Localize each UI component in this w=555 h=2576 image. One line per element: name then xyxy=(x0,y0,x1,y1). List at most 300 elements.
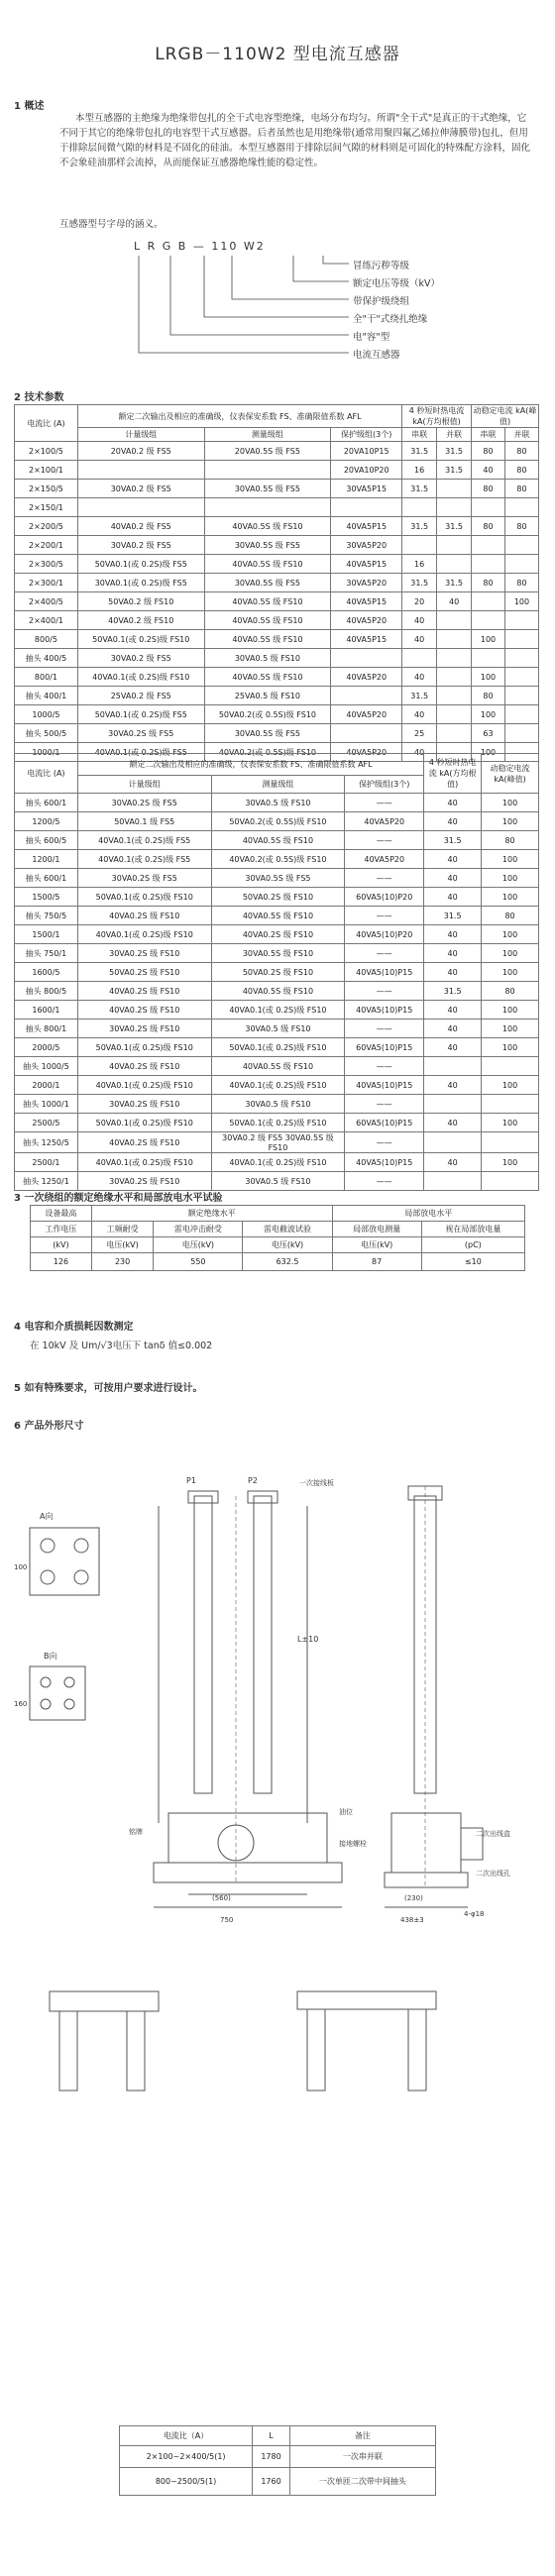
table-row xyxy=(15,630,539,649)
table-cell: 30VA0.2 级 FS5 xyxy=(77,536,204,555)
ins-unit-pd-q: (pC) xyxy=(421,1237,524,1253)
dim-header-note: 备注 xyxy=(289,2426,435,2446)
table-cell: 40VA0.5S 级 FS10 xyxy=(204,555,331,574)
table-cell xyxy=(437,480,472,498)
dim-cell: 800~2500/5(1) xyxy=(120,2468,253,2496)
table-cell: 50VA0.1(或 0.2S)级 FS10 xyxy=(211,1038,345,1057)
table-cell: 60VA5(10)P15 xyxy=(345,1114,424,1132)
table-cell: 31.5 xyxy=(402,442,437,461)
table-cell: 2×100/1 xyxy=(15,461,78,480)
table-cell: —— xyxy=(345,907,424,925)
table-cell: 800/1 xyxy=(15,668,78,687)
table-cell xyxy=(331,687,402,705)
table-cell xyxy=(472,536,505,555)
table-cell: 63 xyxy=(472,724,505,743)
ins-value: 632.5 xyxy=(243,1253,332,1271)
table-cell: 30VA5P20 xyxy=(331,536,402,555)
t1-header-measure: 测量级组 xyxy=(204,428,331,442)
table-cell: 100 xyxy=(472,630,505,649)
ins-header-pd-q: 视在局部放电量 xyxy=(421,1222,524,1237)
table-cell: 31.5 xyxy=(402,687,437,705)
table-cell: 抽头 1250/1 xyxy=(15,1172,78,1191)
table-cell: 100 xyxy=(482,850,539,869)
table-cell: 30VA0.5 级 FS10 xyxy=(211,1095,345,1114)
t1-header-parallel: 并联 xyxy=(437,428,472,442)
table-cell: 30VA0.5S 级 FS5 xyxy=(204,480,331,498)
table-cell: 2×200/1 xyxy=(15,536,78,555)
table-cell: 31.5 xyxy=(437,574,472,592)
table-cell: 抽头 600/1 xyxy=(15,869,78,888)
table-cell: —— xyxy=(345,1172,424,1191)
table-cell: 抽头 800/1 xyxy=(15,1020,78,1038)
table-cell: 40 xyxy=(424,963,482,982)
table-cell: 40 xyxy=(437,592,472,611)
table-cell: 20VA0.5S 级 FS5 xyxy=(204,442,331,461)
table-cell xyxy=(437,555,472,574)
table-cell: 50VA0.1(或 0.2S)级 FS10 xyxy=(211,1114,345,1132)
table-cell: 抽头 400/5 xyxy=(15,649,78,668)
section-3-heading: 3 一次绕组的额定绝缘水平和局部放电水平试验 xyxy=(14,1193,223,1204)
ins-value: ≤10 xyxy=(421,1253,524,1271)
table-cell: 40VA0.1(或 0.2S)级 FS10 xyxy=(211,1153,345,1172)
overview-paragraph: 本型互感器的主绝缘为绝缘带包扎的全干式电容型绝缘，电场分布均匀。所谓"全干式"是真正的干式绝缘，它不同于其它的绝缘带包扎的电容型干式互感器。后者虽然也是用绝缘带(通常用聚四氟乙烯拉伸薄膜带)包扎，但用于排除层间微气隙的材料是不固化的硅油。本型互感器用于排除层间气隙的材料则是可固化的特殊配方涂料，固化不会象硅油那样会流掉，从而能保证互感器绝缘性能的稳定性。 xyxy=(59,113,531,168)
table-cell: 40VA0.1(或 0.2S)级 FS5 xyxy=(77,743,204,762)
table-cell xyxy=(204,461,331,480)
table-cell: 40VA0.1(或 0.2S)级 FS10 xyxy=(211,1001,345,1020)
table-cell: 100 xyxy=(482,1001,539,1020)
tan-delta-text: 在 10kV 及 Um/√3电压下 tanδ 值≤0.002 xyxy=(30,1341,213,1351)
ins-value: 126 xyxy=(31,1253,92,1271)
table-cell xyxy=(437,649,472,668)
table-cell: 80 xyxy=(472,480,505,498)
table-cell xyxy=(504,649,538,668)
table-cell: 2000/1 xyxy=(15,1076,78,1095)
table-cell: 80 xyxy=(504,480,538,498)
table-cell: 1200/5 xyxy=(15,812,78,831)
table-cell: 抽头 600/5 xyxy=(15,831,78,850)
table-cell: 80 xyxy=(472,517,505,536)
label-w438: 438±3 xyxy=(400,1916,424,1924)
table-cell: 40 xyxy=(472,461,505,480)
table-cell: 抽头 1000/5 xyxy=(15,1057,78,1076)
table-row xyxy=(15,1172,539,1191)
dim-cell: 一次串并联 xyxy=(289,2446,435,2468)
code-meaning: 额定电压等级（kV） xyxy=(353,278,441,289)
t1-header-thermal: 4 秒短时热电流 kA(方均根值) xyxy=(402,405,472,428)
table-row xyxy=(15,925,539,944)
table-cell: 50VA0.2S 级 FS10 xyxy=(77,963,211,982)
table-cell: 80 xyxy=(472,574,505,592)
table-cell: —— xyxy=(345,831,424,850)
table-row xyxy=(15,705,539,724)
table-cell xyxy=(482,1095,539,1114)
table-cell: 40 xyxy=(424,1020,482,1038)
table-cell: 20VA10P20 xyxy=(331,461,402,480)
table-cell: —— xyxy=(345,794,424,812)
dim-cell: 1760 xyxy=(253,2468,290,2496)
table-cell xyxy=(482,1172,539,1191)
ins-unit-chopped: 电压(kV) xyxy=(243,1237,332,1253)
t1-header-meter: 计量级组 xyxy=(77,428,204,442)
table-cell: 40 xyxy=(424,1114,482,1132)
t2-header-main: 额定二次输出及相应的准确级，仪表保安系数 FS、准确限值系数 AFL xyxy=(77,754,423,776)
table-cell: 31.5 xyxy=(437,442,472,461)
table-cell: 40VA0.5S 级 FS10 xyxy=(204,517,331,536)
table-cell: 80 xyxy=(504,461,538,480)
table-cell: 40VA0.2 级 FS10 xyxy=(77,611,204,630)
table-cell: 31.5 xyxy=(437,517,472,536)
table-cell: 40VA0.5S 级 FS10 xyxy=(204,668,331,687)
table-cell: 30VA0.2S 级 FS5 xyxy=(77,724,204,743)
table-cell: 2000/5 xyxy=(15,1038,78,1057)
ins-header-kv: (kV) xyxy=(31,1237,92,1253)
table-cell: —— xyxy=(345,1020,424,1038)
table-cell xyxy=(331,498,402,517)
table-row xyxy=(15,555,539,574)
table-cell xyxy=(437,668,472,687)
table-row xyxy=(15,944,539,963)
table-cell: 30VA0.1(或 0.2S)级 FS5 xyxy=(77,574,204,592)
table-cell xyxy=(504,724,538,743)
table-cell: 30VA0.5S 级 FS5 xyxy=(204,724,331,743)
label-oil: 油位 xyxy=(339,1808,353,1816)
dim-cell: 2×100~2×400/5(1) xyxy=(120,2446,253,2468)
section-1-heading: 1 概述 xyxy=(14,101,45,112)
table-cell: 抽头 400/1 xyxy=(15,687,78,705)
table-cell: 100 xyxy=(472,705,505,724)
table-cell xyxy=(482,1132,539,1153)
tech-table-1 xyxy=(14,404,539,762)
table-cell: 50VA0.2 级 FS10 xyxy=(77,592,204,611)
table-cell: 抽头 600/1 xyxy=(15,794,78,812)
t1-header-series-2: 串联 xyxy=(472,428,505,442)
table-cell: 40VA5(10)P15 xyxy=(345,1001,424,1020)
table-cell: 2500/5 xyxy=(15,1114,78,1132)
table-cell: 40 xyxy=(424,888,482,907)
table-row xyxy=(15,1095,539,1114)
table-cell: 40 xyxy=(424,1001,482,1020)
table-cell xyxy=(424,1132,482,1153)
table-row xyxy=(15,536,539,555)
table-cell: 40VA0.2S 级 FS10 xyxy=(77,1057,211,1076)
table-cell: 2×300/1 xyxy=(15,574,78,592)
table-row xyxy=(15,724,539,743)
table-cell: 40 xyxy=(424,1038,482,1057)
table-cell: 40VA5(10)P20 xyxy=(345,925,424,944)
table-cell: 2×100/5 xyxy=(15,442,78,461)
table-cell: 30VA0.2 级 FS5 xyxy=(77,649,204,668)
code-meaning: 全"干"式绕扎绝缘 xyxy=(353,314,428,325)
table-cell: 抽头 1000/1 xyxy=(15,1095,78,1114)
ins-value: 230 xyxy=(91,1253,153,1271)
table-cell: 50VA0.2(或 0.5S)级 FS10 xyxy=(211,812,345,831)
label-secondary-out: 二次出线孔 xyxy=(476,1870,510,1878)
table-cell: 25VA0.5 级 FS10 xyxy=(204,687,331,705)
ins-unit-lightning: 电压(kV) xyxy=(154,1237,243,1253)
table-cell: 50VA0.2S 级 FS10 xyxy=(211,888,345,907)
table-cell xyxy=(504,536,538,555)
tech-table-2 xyxy=(14,753,539,1191)
table-cell: 抽头 750/5 xyxy=(15,907,78,925)
table-cell: —— xyxy=(345,1132,424,1153)
table-cell xyxy=(402,649,437,668)
table-row xyxy=(15,1153,539,1172)
table-cell: 30VA0.2S 级 FS5 xyxy=(77,794,211,812)
table-cell: 40VA5P20 xyxy=(331,668,402,687)
table-cell: 100 xyxy=(482,925,539,944)
table-cell: 2500/1 xyxy=(15,1153,78,1172)
table-cell: 40 xyxy=(402,668,437,687)
table-cell: 2×400/5 xyxy=(15,592,78,611)
table-cell: 1500/5 xyxy=(15,888,78,907)
outline-drawing xyxy=(10,1437,545,2427)
table-cell: 40VA0.5S 级 FS10 xyxy=(211,831,345,850)
table-cell: 30VA0.5S 级 FS5 xyxy=(204,536,331,555)
table-cell: 25VA0.2 级 FS5 xyxy=(77,687,204,705)
table-cell: 40VA5P20 xyxy=(331,611,402,630)
table-cell xyxy=(504,555,538,574)
table-row xyxy=(15,687,539,705)
table-row xyxy=(15,517,539,536)
table-cell: 40VA5P20 xyxy=(331,743,402,762)
table-cell: 100 xyxy=(482,944,539,963)
dim-header-l: L xyxy=(253,2426,290,2446)
dim-cell: 一次单匝二次带中间抽头 xyxy=(289,2468,435,2496)
table-cell: 40VA0.2(或 0.5S)级 FS10 xyxy=(211,850,345,869)
model-code: L R G B — 110 W2 xyxy=(134,240,266,253)
table-cell: 40VA0.5S 级 FS10 xyxy=(211,1057,345,1076)
table-cell: 50VA0.1(或 0.2S)级 FS10 xyxy=(77,630,204,649)
table-cell: 30VA0.2 级 FS5 xyxy=(77,480,204,498)
table-cell: 40VA0.2 级 FS5 xyxy=(77,517,204,536)
table-cell: 2×150/1 xyxy=(15,498,78,517)
table-cell: 31.5 xyxy=(424,831,482,850)
code-meaning: 电流互感器 xyxy=(353,350,400,361)
table-cell: 40 xyxy=(402,743,437,762)
dim-cell: 1780 xyxy=(253,2446,290,2468)
label-b-view: B向 xyxy=(44,1652,57,1661)
section-4-heading: 4 电容和介质损耗因数测定 xyxy=(14,1322,134,1333)
table-cell: —— xyxy=(345,1095,424,1114)
table-cell: 40VA0.2S 级 FS10 xyxy=(77,1132,211,1153)
table-cell xyxy=(424,1095,482,1114)
ins-unit-pf: 电压(kV) xyxy=(91,1237,153,1253)
insulation-table xyxy=(30,1205,525,1271)
table-cell: 100 xyxy=(482,1114,539,1132)
table-cell: 30VA0.5 级 FS10 xyxy=(211,1172,345,1191)
table-row xyxy=(15,498,539,517)
table-cell: 40VA5(10)P15 xyxy=(345,1153,424,1172)
table-cell xyxy=(331,724,402,743)
table-cell: 抽头 500/5 xyxy=(15,724,78,743)
table-row xyxy=(15,850,539,869)
table-cell: 30VA0.2S 级 FS10 xyxy=(77,1020,211,1038)
table-cell: 40VA0.5S 级 FS10 xyxy=(204,630,331,649)
table-row xyxy=(15,442,539,461)
ins-header-chopped: 雷电截波试验 xyxy=(243,1222,332,1237)
table-row xyxy=(15,963,539,982)
table-cell: 1600/5 xyxy=(15,963,78,982)
table-cell: 40 xyxy=(424,850,482,869)
table-row xyxy=(15,1132,539,1153)
table-cell: 2×150/5 xyxy=(15,480,78,498)
table-row xyxy=(15,794,539,812)
page-title: LRGB－110W2 型电流互感器 xyxy=(155,45,400,64)
table-cell xyxy=(504,705,538,724)
table-cell: 50VA0.1(或 0.2S)级 FS5 xyxy=(77,705,204,724)
table-row xyxy=(15,812,539,831)
table-cell: 抽头 750/1 xyxy=(15,944,78,963)
table-cell xyxy=(402,536,437,555)
table-cell xyxy=(504,498,538,517)
table-row xyxy=(15,1057,539,1076)
table-cell: 30VA5P20 xyxy=(331,574,402,592)
table-row xyxy=(15,611,539,630)
table-cell: 50VA0.2S 级 FS10 xyxy=(211,963,345,982)
t2-header-protect: 保护级组(3个) xyxy=(345,776,424,794)
table-cell: 50VA0.1 级 FS5 xyxy=(77,812,211,831)
table-row xyxy=(15,1114,539,1132)
table-cell xyxy=(437,536,472,555)
code-intro: 互感器型号字母的涵义。 xyxy=(59,219,164,230)
label-a-view: A向 xyxy=(40,1512,54,1521)
table-cell: 40VA0.1(或 0.2S)级 FS10 xyxy=(77,668,204,687)
label-w560: (560) xyxy=(212,1894,231,1902)
table-cell: 20 xyxy=(402,592,437,611)
table-cell: 30VA0.5 级 FS10 xyxy=(204,649,331,668)
table-row xyxy=(15,907,539,925)
table-cell: 31.5 xyxy=(424,982,482,1001)
table-cell: 40 xyxy=(424,925,482,944)
table-cell: 40 xyxy=(402,705,437,724)
section-2-heading: 2 技术参数 xyxy=(14,392,64,403)
ins-header-pd-v: 局部放电测量 xyxy=(332,1222,421,1237)
table-cell xyxy=(437,724,472,743)
table-cell xyxy=(437,611,472,630)
table-cell: 40VA5P20 xyxy=(345,850,424,869)
table-cell: 30VA0.5 级 FS10 xyxy=(211,794,345,812)
table-cell xyxy=(504,687,538,705)
table-cell xyxy=(472,611,505,630)
table-row xyxy=(15,1020,539,1038)
table-cell: 30VA0.5S 级 FS10 xyxy=(211,944,345,963)
table-cell: 40VA0.1(或 0.2S)级 FS10 xyxy=(77,1076,211,1095)
table-cell: 1000/1 xyxy=(15,743,78,762)
table-cell: 40VA0.1(或 0.2S)级 FS5 xyxy=(77,831,211,850)
table-cell: 40VA0.2S 级 FS10 xyxy=(77,907,211,925)
table-cell: 16 xyxy=(402,555,437,574)
table-cell: 30VA0.5S 级 FS5 xyxy=(204,574,331,592)
table-cell: 40VA0.1(或 0.2S)级 FS10 xyxy=(77,925,211,944)
table-row xyxy=(15,831,539,850)
table-cell: 40VA0.5S 级 FS10 xyxy=(211,982,345,1001)
ins-unit-pd-v: 电压(kV) xyxy=(332,1237,421,1253)
ins-header-device: 设备最高 xyxy=(31,1206,92,1222)
table-row xyxy=(15,1076,539,1095)
table-cell: 抽头 800/5 xyxy=(15,982,78,1001)
table-cell xyxy=(504,611,538,630)
table-cell xyxy=(504,668,538,687)
table-cell: 40 xyxy=(424,812,482,831)
table-cell: 30VA0.2S 级 FS10 xyxy=(77,1172,211,1191)
table-row xyxy=(15,592,539,611)
table-cell: 30VA5P15 xyxy=(331,480,402,498)
table-cell: 80 xyxy=(504,517,538,536)
table-cell: 2×300/5 xyxy=(15,555,78,574)
t1-header-ratio: 电流比 (A) xyxy=(15,405,78,442)
table-row xyxy=(15,982,539,1001)
table-cell: 800/5 xyxy=(15,630,78,649)
table-cell: 40VA0.2S 级 FS10 xyxy=(77,1001,211,1020)
table-cell: 100 xyxy=(482,888,539,907)
table-cell: 40 xyxy=(402,611,437,630)
t1-header-dynamic: 动稳定电流 kA(峰值) xyxy=(472,405,539,428)
table-cell: 80 xyxy=(482,907,539,925)
table-cell: 40VA5(10)P15 xyxy=(345,1076,424,1095)
label-ground: 接地螺栓 xyxy=(339,1840,367,1848)
ins-header-pd: 局部放电水平 xyxy=(332,1206,524,1222)
table-cell: 100 xyxy=(482,963,539,982)
label-nameplate: 铭牌 xyxy=(129,1828,143,1836)
table-cell: 31.5 xyxy=(424,907,482,925)
table-cell: 31.5 xyxy=(402,517,437,536)
table-row xyxy=(15,461,539,480)
table-cell: 100 xyxy=(482,794,539,812)
table-cell: 30VA0.5 级 FS10 xyxy=(211,1020,345,1038)
table-cell: 80 xyxy=(482,831,539,850)
table-cell xyxy=(77,498,204,517)
label-p2: P2 xyxy=(248,1476,258,1485)
table-cell: 40VA0.2(或 0.5S)级 FS10 xyxy=(204,743,331,762)
table-cell xyxy=(424,1172,482,1191)
label-size-160: 160 xyxy=(14,1700,28,1708)
section-6-heading: 6 产品外形尺寸 xyxy=(14,1421,84,1432)
table-cell: 100 xyxy=(482,1153,539,1172)
table-cell: 40VA0.1(或 0.2S)级 FS10 xyxy=(211,1076,345,1095)
table-cell: 40 xyxy=(424,869,482,888)
t1-header-parallel-2: 并联 xyxy=(504,428,538,442)
t1-header-series: 串联 xyxy=(402,428,437,442)
ins-header-voltage: 工作电压 xyxy=(31,1222,92,1237)
table-cell: 40VA5P20 xyxy=(345,812,424,831)
table-cell: —— xyxy=(345,1057,424,1076)
table-cell: 100 xyxy=(472,743,505,762)
table-cell: 40VA5P15 xyxy=(331,555,402,574)
table-cell: 25 xyxy=(402,724,437,743)
table-row xyxy=(15,480,539,498)
table-cell xyxy=(504,630,538,649)
table-cell: 40 xyxy=(402,630,437,649)
label-primary: 一次接线板 xyxy=(299,1479,334,1487)
table-cell: 16 xyxy=(402,461,437,480)
t1-header-main: 额定二次输出及相应的准确级，仪表保安系数 FS、准确限值系数 AFL xyxy=(77,405,401,428)
table-row xyxy=(15,888,539,907)
table-cell: 1000/5 xyxy=(15,705,78,724)
table-cell: 40VA0.5S 级 FS10 xyxy=(204,592,331,611)
table-cell: 40VA0.1(或 0.2S)级 FS5 xyxy=(77,850,211,869)
table-cell: 30VA0.2 级 FS5 30VA0.5S 级 FS10 xyxy=(211,1132,345,1153)
ins-header-lightning: 雷电冲击耐受 xyxy=(154,1222,243,1237)
table-cell: 抽头 1250/5 xyxy=(15,1132,78,1153)
label-w230: (230) xyxy=(404,1894,423,1902)
table-cell: 1200/1 xyxy=(15,850,78,869)
label-secondary-box: 二次出线盒 xyxy=(476,1830,510,1838)
label-p1: P1 xyxy=(186,1476,196,1485)
label-length: L±10 xyxy=(297,1635,319,1644)
table-cell xyxy=(204,498,331,517)
table-cell: 30VA0.2S 级 FS5 xyxy=(77,869,211,888)
code-meaning: 电"容"型 xyxy=(353,332,390,343)
